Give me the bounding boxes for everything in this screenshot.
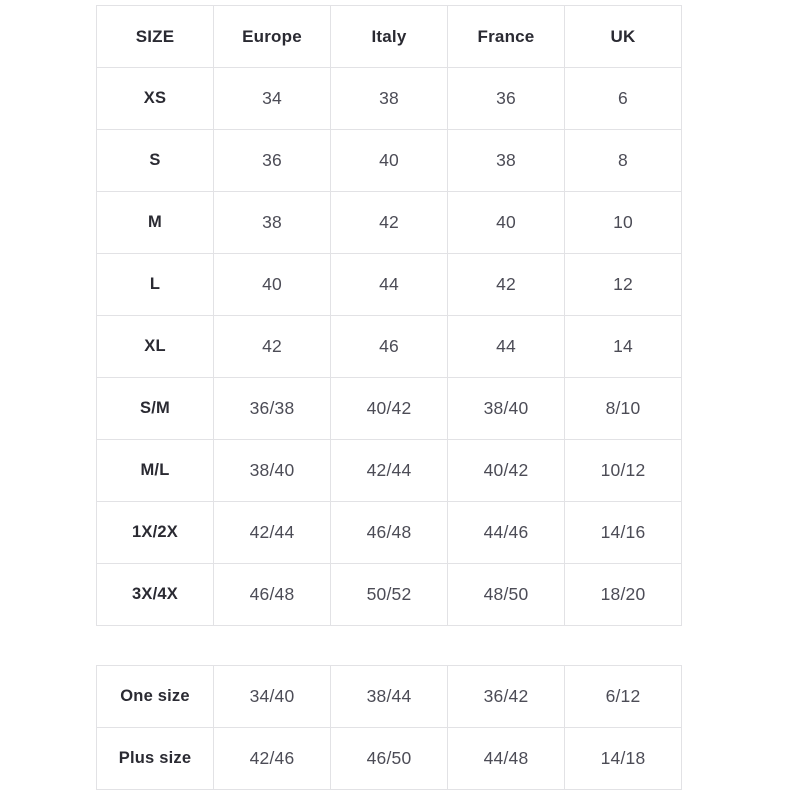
size-value-cell: 8: [565, 130, 682, 192]
size-label: 1X/2X: [97, 502, 214, 564]
size-label: 3X/4X: [97, 564, 214, 626]
size-value-cell: 18/20: [565, 564, 682, 626]
main-size-table: [96, 5, 682, 626]
size-value-cell: 42: [331, 192, 448, 254]
size-value-cell: 38/40: [448, 378, 565, 440]
table-row: [97, 502, 682, 564]
size-label: XL: [97, 316, 214, 378]
region-column-header: UK: [565, 6, 682, 68]
size-value-cell: 40/42: [448, 440, 565, 502]
size-value-cell: 12: [565, 254, 682, 316]
size-value-cell: 10: [565, 192, 682, 254]
table-row: [97, 728, 682, 790]
size-value-cell: 38: [214, 192, 331, 254]
size-value-cell: 14/16: [565, 502, 682, 564]
table-row: [97, 68, 682, 130]
table-row: [97, 316, 682, 378]
size-label: S/M: [97, 378, 214, 440]
region-column-header: Italy: [331, 6, 448, 68]
size-value-cell: 34/40: [214, 666, 331, 728]
table-row: [97, 130, 682, 192]
size-value-cell: 6/12: [565, 666, 682, 728]
size-value-cell: 14: [565, 316, 682, 378]
size-value-cell: 36/38: [214, 378, 331, 440]
size-label: L: [97, 254, 214, 316]
size-value-cell: 8/10: [565, 378, 682, 440]
size-label: Plus size: [97, 728, 214, 790]
size-value-cell: 42: [214, 316, 331, 378]
size-label: M/L: [97, 440, 214, 502]
table-row: [97, 666, 682, 728]
size-value-cell: 46/48: [331, 502, 448, 564]
size-label: M: [97, 192, 214, 254]
size-value-cell: 40: [448, 192, 565, 254]
size-value-cell: 46/48: [214, 564, 331, 626]
size-value-cell: 36: [448, 68, 565, 130]
size-value-cell: 44/48: [448, 728, 565, 790]
size-column-header: SIZE: [97, 6, 214, 68]
table-row: [97, 440, 682, 502]
size-value-cell: 10/12: [565, 440, 682, 502]
region-column-header: Europe: [214, 6, 331, 68]
table-gap: [96, 626, 682, 665]
size-value-cell: 42/44: [331, 440, 448, 502]
size-value-cell: 44: [448, 316, 565, 378]
size-label: S: [97, 130, 214, 192]
size-value-cell: 36: [214, 130, 331, 192]
size-value-cell: 36/42: [448, 666, 565, 728]
main-size-table-body: [97, 68, 682, 626]
region-column-header: France: [448, 6, 565, 68]
size-value-cell: 38/40: [214, 440, 331, 502]
size-value-cell: 44: [331, 254, 448, 316]
size-value-cell: 42/46: [214, 728, 331, 790]
size-label: XS: [97, 68, 214, 130]
size-value-cell: 42/44: [214, 502, 331, 564]
table-row: [97, 254, 682, 316]
table-row: [97, 378, 682, 440]
special-size-table: [96, 665, 682, 790]
size-value-cell: 46: [331, 316, 448, 378]
size-value-cell: 38: [448, 130, 565, 192]
size-value-cell: 34: [214, 68, 331, 130]
size-value-cell: 38: [331, 68, 448, 130]
size-label: One size: [97, 666, 214, 728]
size-value-cell: 40: [214, 254, 331, 316]
size-value-cell: 44/46: [448, 502, 565, 564]
table-row: [97, 192, 682, 254]
size-conversion-chart: [96, 5, 682, 790]
size-value-cell: 6: [565, 68, 682, 130]
special-size-table-body: [97, 666, 682, 790]
header-row: [97, 6, 682, 68]
size-value-cell: 38/44: [331, 666, 448, 728]
size-value-cell: 14/18: [565, 728, 682, 790]
size-value-cell: 40: [331, 130, 448, 192]
size-value-cell: 50/52: [331, 564, 448, 626]
size-value-cell: 46/50: [331, 728, 448, 790]
size-value-cell: 40/42: [331, 378, 448, 440]
size-value-cell: 48/50: [448, 564, 565, 626]
size-value-cell: 42: [448, 254, 565, 316]
table-row: [97, 564, 682, 626]
main-size-table-header: [97, 6, 682, 68]
